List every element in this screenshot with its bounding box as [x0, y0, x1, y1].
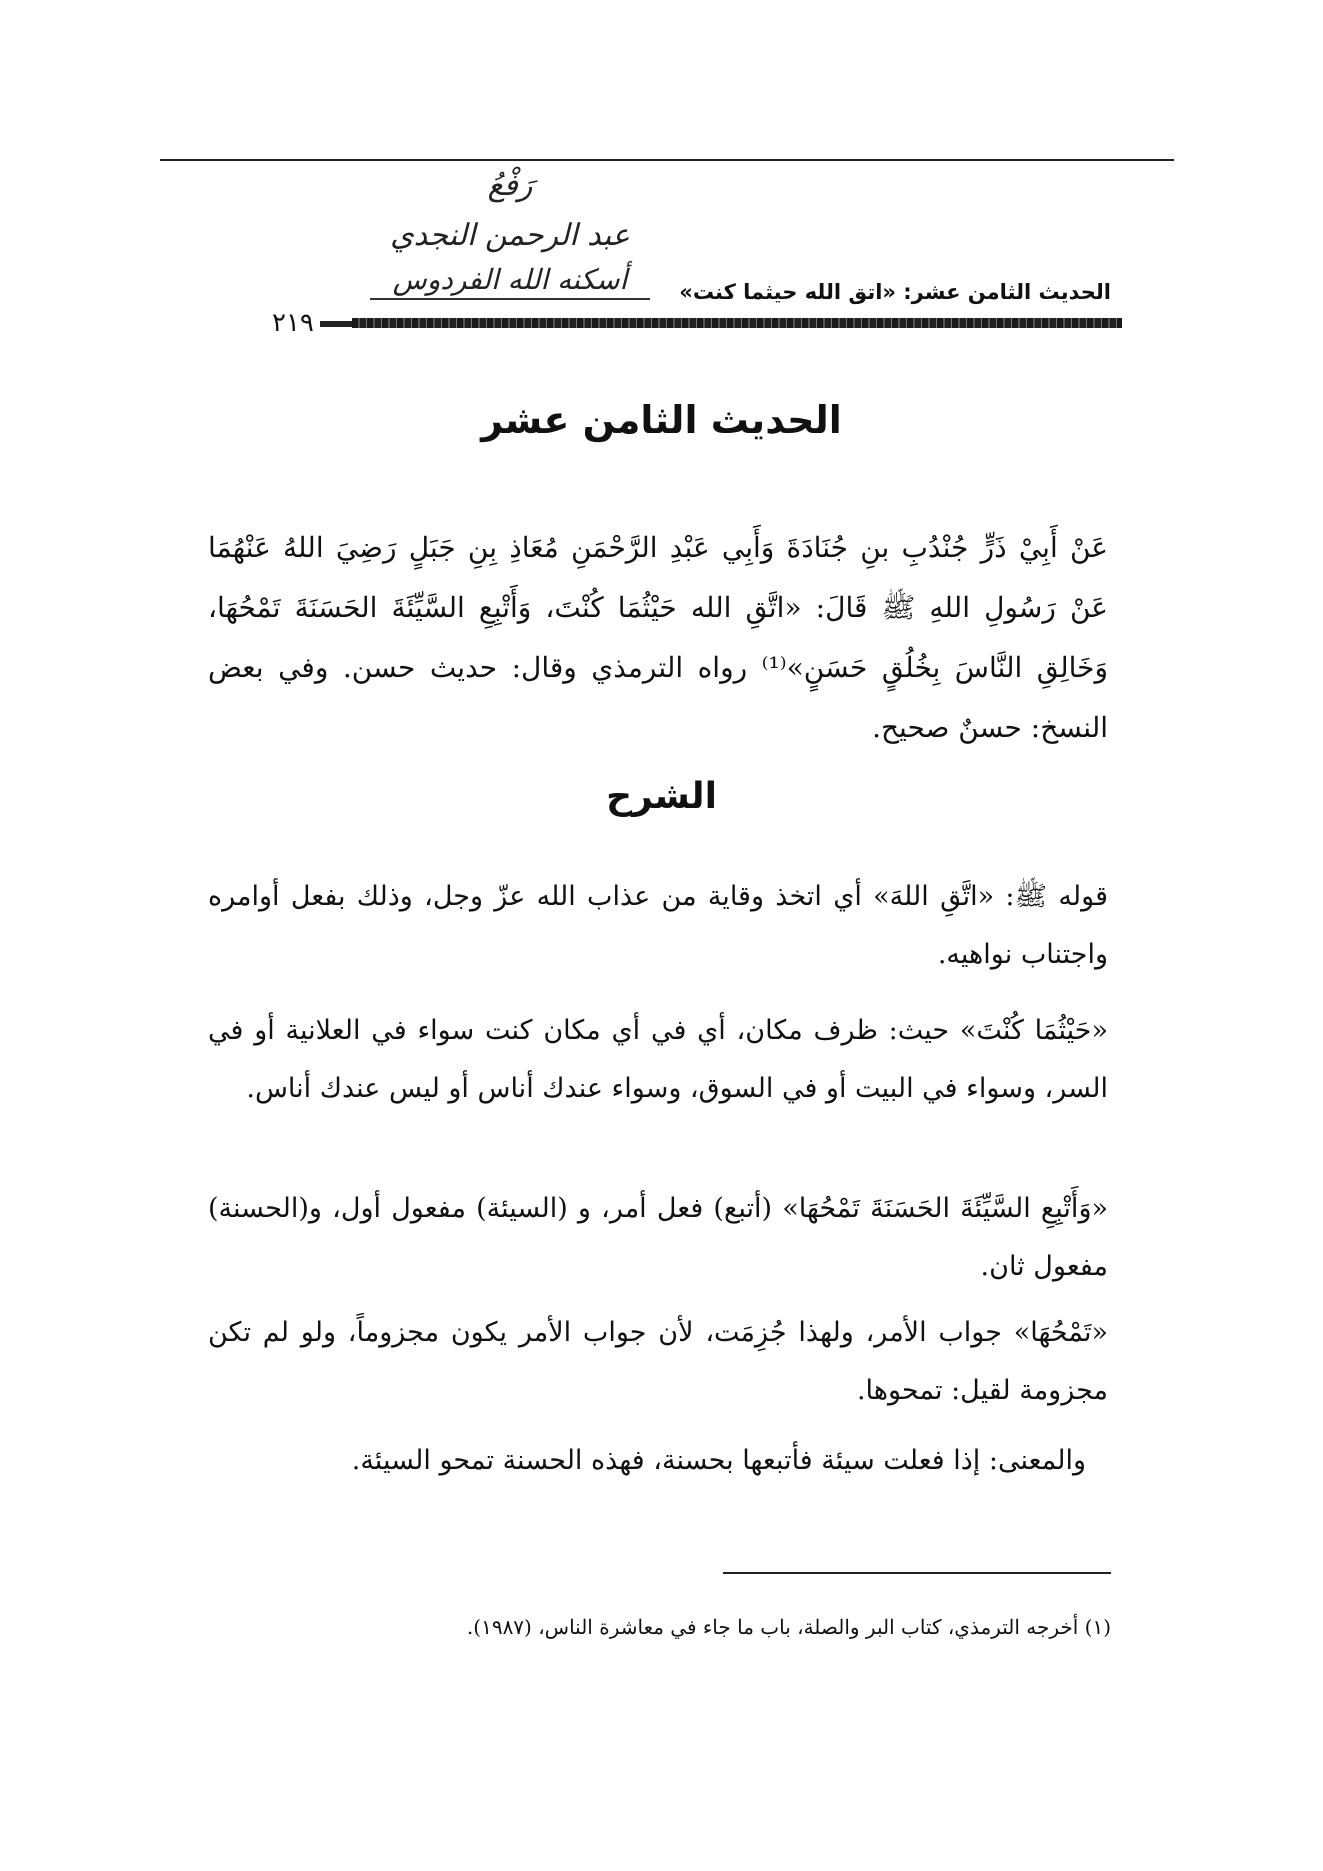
- footnote-rule: [723, 1572, 1111, 1574]
- commentary-paragraph: «وَأَتْبِعِ السَّيِّئَةَ الحَسَنَةَ تَمْحُهَا» (أتبع) فعل أمر، و (السيئة) مفعول أول، و(الحسنة) مفعول ثان.: [208, 1193, 1108, 1282]
- commentary-paragraph: والمعنى: إذا فعلت سيئة فأتبعها بحسنة، فهذه الحسنة تمحو السيئة.: [351, 1445, 1086, 1476]
- commentary-title: الشرح: [606, 776, 717, 817]
- page-title: الحديث الثامن عشر: [481, 398, 842, 442]
- commentary-paragraph: «تَمْحُهَا» جواب الأمر، ولهذا جُزِمَت، لأن جواب الأمر يكون مجزوماً، ولو لم تكن مجزومة لقيل: تمحوها.: [208, 1317, 1108, 1406]
- hadith-text: عَنْ أَبِيْ ذَرٍّ جُنْدُبِ بنِ جُنَادَةَ وَأَبِي عَبْدِ الرَّحْمَنِ مُعَاذِ بِنِ جَبَلٍ رَضِيَ اللهُ عَنْهُمَا عَنْ رَسُولِ اللهِ ﷺ قَالَ: «اتَّقِ الله حَيْثُمَا كُنْتَ، وَأَتْبِعِ السَّيِّئَةَ الحَسَنَةَ تَمْحُهَا، وَخَالِقِ النَّاسَ بِخُلُقٍ حَسَنٍ»⁽¹⁾ رواه الترمذي وقال: حديث حسن. وفي بعض النسخ: حسنٌ صحيح.: [208, 531, 1108, 744]
- ownership-stamp: [360, 168, 660, 318]
- stamp-line-3: أسكنه الله الفردوس: [370, 263, 650, 300]
- commentary-paragraph: «حَيْثُمَا كُنْتَ» حيث: ظرف مكان، أي في أي مكان كنت سواء في العلانية أو في السر، وسواء في البيت أو في السوق، وسواء عندك أناس أو ليس عندك أناس.: [208, 1015, 1108, 1104]
- commentary-paragraph: قوله ﷺ: «اتَّقِ اللهَ» أي اتخذ وقاية من عذاب الله عزّ وجل، وذلك بفعل أوامره واجتناب نواهيه.: [208, 881, 1108, 970]
- header-band: [352, 318, 1122, 328]
- stamp-line-2: عبد الرحمن النجدي: [390, 218, 630, 253]
- footnote: (١) أخرجه الترمذي، كتاب البر والصلة، باب ما جاء في معاشرة الناس، (١٩٨٧).: [466, 1615, 1111, 1639]
- stamp-line-1: رَفْعُ: [487, 168, 533, 203]
- top-rule: [160, 159, 1174, 161]
- page-number: ٢١٩: [272, 308, 352, 338]
- running-header-title: الحديث الثامن عشر: «اتق الله حيثما كنت»: [679, 280, 1111, 304]
